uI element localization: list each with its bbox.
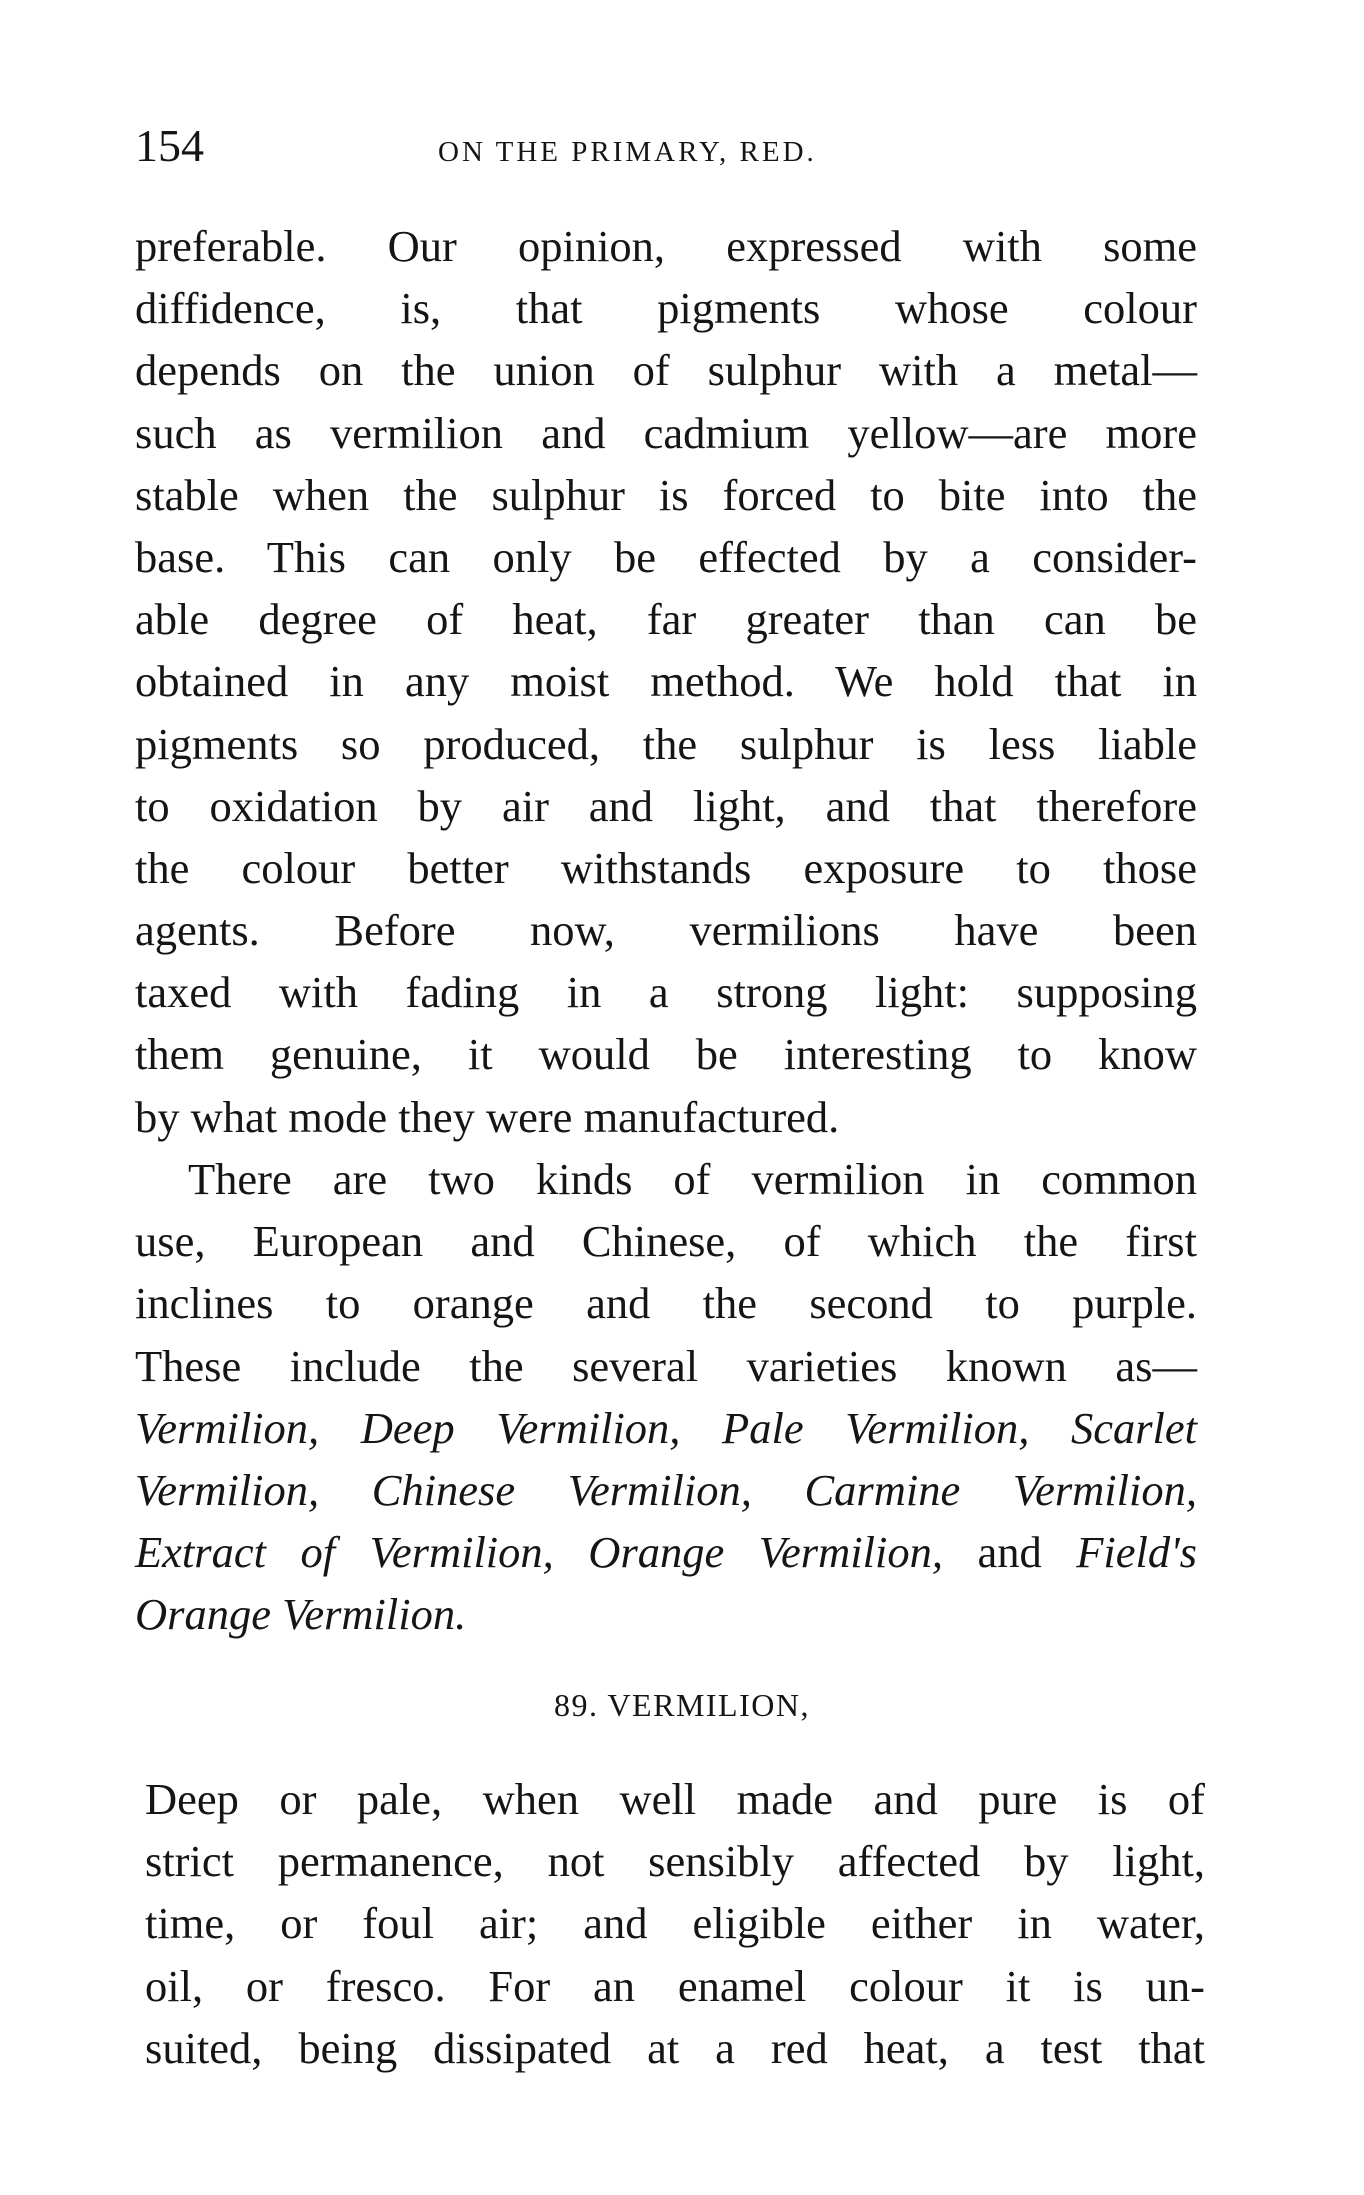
italic-text-line: Orange Vermilion.	[135, 1589, 467, 1640]
text-line: preferable. Our opinion, expressed with some	[135, 221, 1197, 271]
text-line: such as vermilion and cadmium yellow—are more	[135, 407, 1197, 458]
text-line: by what mode they were manufactured.	[135, 1091, 840, 1142]
italic-text: Extract of Vermilion, Orange Vermilion,	[135, 1527, 943, 1578]
running-title: ON THE PRIMARY, RED.	[438, 136, 817, 168]
section-heading: 89. VERMILION,	[554, 1687, 810, 1723]
paragraph-vermilion	[145, 1768, 1205, 2079]
text-line: use, European and Chinese, of which the first	[135, 1216, 1197, 1267]
text-line: inclines to orange and the second to purple.	[135, 1278, 1197, 1329]
text-line: them genuine, it would be interesting to know	[135, 1029, 1197, 1080]
italic-text: Field's	[1076, 1527, 1197, 1578]
text-line: suited, being dissipated at a red heat, a test that	[145, 2022, 1205, 2073]
italic-text-line: Vermilion, Chinese Vermilion, Carmine Vermilion,	[135, 1464, 1197, 1515]
text-line: pigments so produced, the sulphur is less liable	[135, 718, 1197, 769]
text-line: There are two kinds of vermilion in common	[188, 1154, 1197, 1204]
text-line: agents. Before now, vermilions have been	[135, 905, 1197, 956]
text-line: obtained in any moist method. We hold that in	[135, 656, 1197, 707]
page-number: 154	[135, 120, 204, 171]
upright-text: and	[942, 1527, 1077, 1578]
italic-text-line: Vermilion, Deep Vermilion, Pale Vermilion, Scarlet	[135, 1402, 1197, 1453]
text-line: time, or foul air; and eligible either in water,	[145, 1898, 1205, 1949]
text-line: depends on the union of sulphur with a metal—	[135, 345, 1197, 396]
text-line: base. This can only be effected by a consider-	[135, 531, 1197, 582]
text-line: diffidence, is, that pigments whose colour	[135, 283, 1197, 334]
paragraph-two-kinds	[135, 1148, 1197, 1646]
text-line: the colour better withstands exposure to those	[135, 842, 1197, 893]
text-line: to oxidation by air and light, and that therefore	[135, 780, 1197, 831]
text-line: These include the several varieties known as—	[135, 1340, 1197, 1391]
running-head	[133, 118, 1223, 178]
text-line: Deep or pale, when well made and pure is of	[145, 1774, 1205, 1824]
text-line: oil, or fresco. For an enamel colour it is un-	[145, 1960, 1205, 2011]
text-line: stable when the sulphur is forced to bite into the	[135, 469, 1197, 520]
text-line: strict permanence, not sensibly affected by light,	[145, 1836, 1205, 1887]
mixed-text-line	[135, 1521, 1197, 1583]
text-line: taxed with fading in a strong light: supposing	[135, 967, 1197, 1018]
text-line: able degree of heat, far greater than can be	[135, 594, 1197, 645]
paragraph-preferable	[135, 215, 1197, 1148]
